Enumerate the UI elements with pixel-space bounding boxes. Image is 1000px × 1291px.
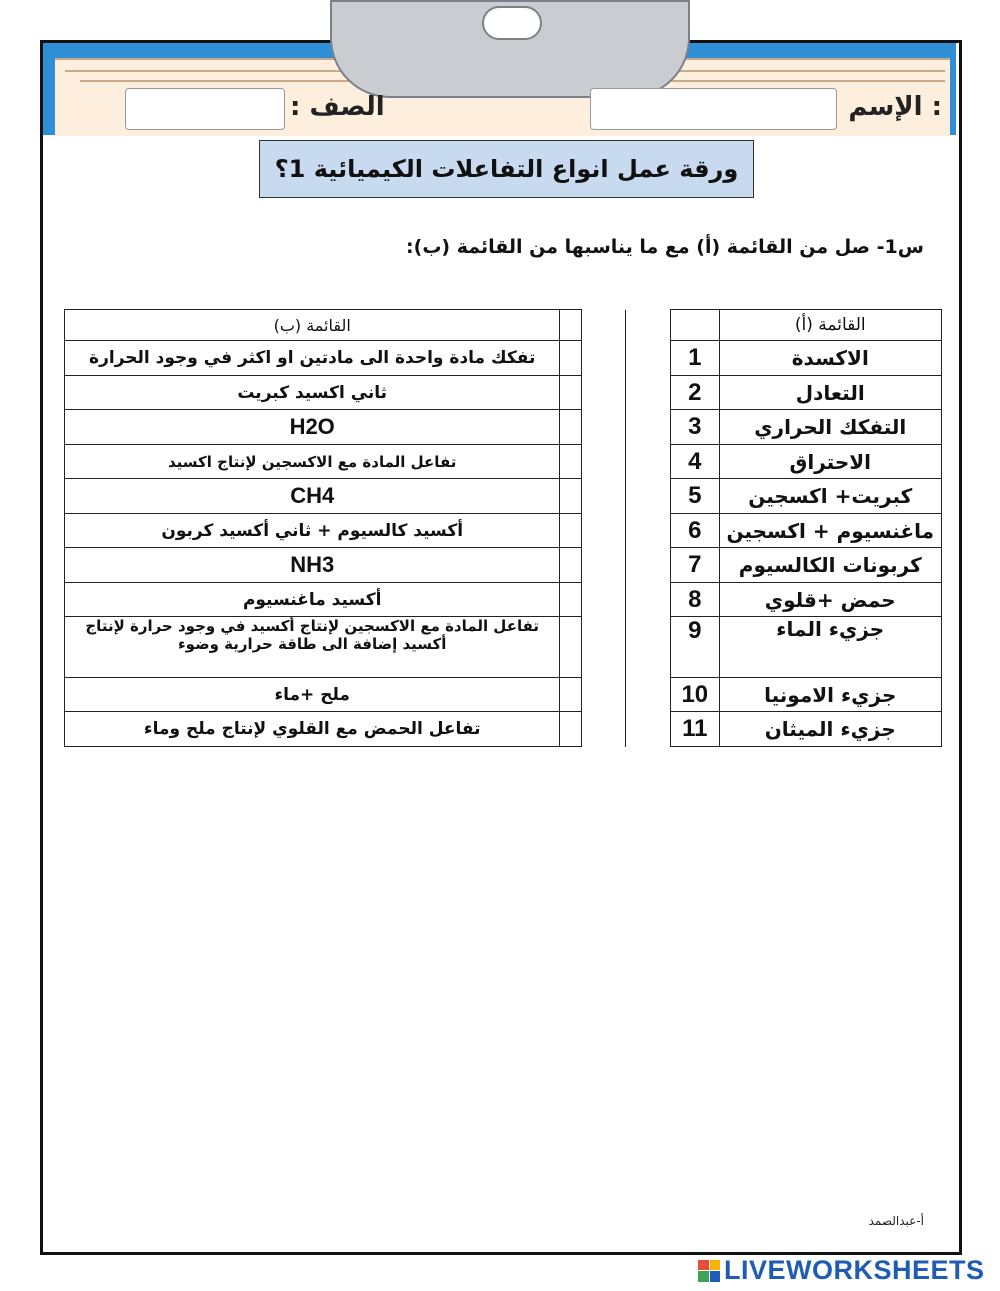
answer-cell-b[interactable] xyxy=(560,514,581,548)
class-field[interactable] xyxy=(125,88,285,130)
header-list-a: القائمة (أ) xyxy=(719,310,942,341)
list-b-item: أكسيد كالسيوم + ثاني أكسيد كربون xyxy=(65,514,560,548)
header-list-b: القائمة (ب) xyxy=(65,310,560,341)
liveworksheets-logo xyxy=(698,1255,985,1286)
table-row xyxy=(65,678,942,712)
list-a-item: الاحتراق xyxy=(719,445,942,479)
table-row xyxy=(65,376,942,410)
matching-table xyxy=(64,309,942,747)
name-label: الإسم : xyxy=(848,92,942,122)
connection-gap xyxy=(625,310,671,747)
class-label: الصف : xyxy=(290,92,385,122)
answer-cell-b[interactable] xyxy=(560,678,581,712)
list-b-item: NH3 xyxy=(65,548,560,583)
item-number: 9 xyxy=(671,617,719,678)
item-number: 11 xyxy=(671,712,719,747)
list-a-item: جزيء الامونيا xyxy=(719,678,942,712)
table-row xyxy=(65,514,942,548)
table-row xyxy=(65,617,942,678)
list-b-item: تفكك مادة واحدة الى مادتين او اكثر في وجود الحرارة xyxy=(65,341,560,376)
list-a-item: ماغنسيوم + اكسجين xyxy=(719,514,942,548)
list-a-item: كربونات الكالسيوم xyxy=(719,548,942,583)
answer-cell-b[interactable] xyxy=(560,445,581,479)
list-b-item: H2O xyxy=(65,410,560,445)
list-b-item: تفاعل المادة مع الاكسجين لإنتاج أكسيد في وجود حرارة لإنتاج أكسيد إضافة الى طاقة حرارية وضوء xyxy=(65,617,560,678)
item-number: 7 xyxy=(671,548,719,583)
list-b-item: CH4 xyxy=(65,479,560,514)
answer-cell-b[interactable] xyxy=(560,617,581,678)
item-number: 1 xyxy=(671,341,719,376)
list-b-item: أكسيد ماغنسيوم xyxy=(65,583,560,617)
item-number: 8 xyxy=(671,583,719,617)
list-b-item: ثاني اكسيد كبريت xyxy=(65,376,560,410)
connection-gap xyxy=(581,310,625,747)
table-row xyxy=(65,712,942,747)
author-credit: أ-عبدالصمد xyxy=(868,1214,924,1228)
answer-cell-b[interactable] xyxy=(560,376,581,410)
table-row xyxy=(65,479,942,514)
name-field[interactable] xyxy=(590,88,837,130)
answer-cell-b[interactable] xyxy=(560,310,581,341)
list-a-item: حمض +قلوي xyxy=(719,583,942,617)
list-b-item: تفاعل الحمض مع القلوي لإنتاج ملح وماء xyxy=(65,712,560,747)
answer-cell-b[interactable] xyxy=(560,583,581,617)
item-number: 3 xyxy=(671,410,719,445)
list-a-item: جزيء الميثان xyxy=(719,712,942,747)
worksheet-title: ورقة عمل انواع التفاعلات الكيميائية 1؟ xyxy=(259,140,754,198)
item-number: 6 xyxy=(671,514,719,548)
table-row xyxy=(65,410,942,445)
table-row xyxy=(65,445,942,479)
item-number: 4 xyxy=(671,445,719,479)
list-a-item: التعادل xyxy=(719,376,942,410)
list-b-item: تفاعل المادة مع الاكسجين لإنتاج اكسيد xyxy=(65,445,560,479)
list-a-item: كبريت+ اكسجين xyxy=(719,479,942,514)
answer-cell-b[interactable] xyxy=(560,479,581,514)
list-a-item: التفكك الحراري xyxy=(719,410,942,445)
list-a-item: جزيء الماء xyxy=(719,617,942,678)
num-header-cell xyxy=(671,310,719,341)
answer-cell-b[interactable] xyxy=(560,548,581,583)
table-row xyxy=(65,341,942,376)
list-a-item: الاكسدة xyxy=(719,341,942,376)
answer-cell-b[interactable] xyxy=(560,341,581,376)
answer-cell-b[interactable] xyxy=(560,410,581,445)
list-b-item: ملح +ماء xyxy=(65,678,560,712)
liveworksheets-icon xyxy=(698,1260,720,1282)
item-number: 10 xyxy=(671,678,719,712)
table-row xyxy=(65,583,942,617)
question-text: س1- صل من القائمة (أ) مع ما يناسبها من القائمة (ب): xyxy=(406,236,924,258)
table-row xyxy=(65,548,942,583)
brand-text: LIVEWORKSHEETS xyxy=(724,1255,985,1285)
table-header-row xyxy=(65,310,942,341)
item-number: 5 xyxy=(671,479,719,514)
item-number: 2 xyxy=(671,376,719,410)
clipboard-clip-hole-front xyxy=(482,6,542,40)
answer-cell-b[interactable] xyxy=(560,712,581,747)
